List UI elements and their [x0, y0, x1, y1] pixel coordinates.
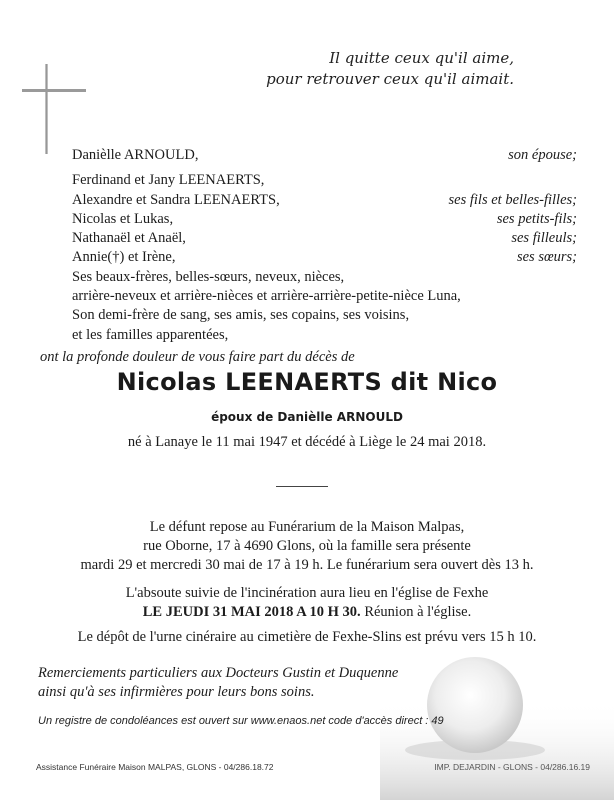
- family-name: Annie(†) et Irène,: [72, 249, 176, 266]
- family-row: [72, 171, 577, 190]
- family-list: [72, 146, 577, 345]
- family-row: [72, 268, 577, 287]
- family-row: [72, 248, 577, 267]
- family-name: Nicolas et Lukas,: [72, 210, 174, 227]
- family-relation: ses petits-fils;: [496, 210, 577, 227]
- family-name: Danièlle ARNOULD,: [72, 147, 199, 163]
- epigraph-line: pour retrouver ceux qu'il aimait.: [266, 70, 514, 88]
- repose-info: [0, 518, 614, 575]
- condolence-registry: Un registre de condoléances est ouvert sur www.enaos.net code d'accès direct : 49: [38, 715, 444, 727]
- family-relation: son épouse;: [508, 147, 577, 163]
- deceased-name: Nicolas LEENAERTS dit Nico: [116, 368, 498, 396]
- epigraph-line: Il quitte ceux qu'il aime,: [329, 49, 514, 67]
- repose-line: rue Oborne, 17 à 4690 Glons, où la famille sera présente: [143, 538, 471, 554]
- thanks: [38, 664, 398, 702]
- family-name: arrière-neveux et arrière-nièces et arrière-arrière-petite-nièce Luna,: [72, 288, 461, 305]
- family-name: Son demi-frère de sang, ses amis, ses copains, ses voisins,: [72, 307, 410, 324]
- family-relation: ses sœurs;: [516, 249, 577, 266]
- family-name: Ferdinand et Jany LEENAERTS,: [72, 172, 265, 189]
- family-row: [72, 287, 577, 306]
- printer-credit: IMP. DEJARDIN - GLONS - 04/286.16.19: [434, 762, 590, 772]
- family-relation: ses filleuls;: [511, 230, 577, 247]
- ceremony-meeting: Réunion à l'église.: [360, 604, 472, 620]
- repose-line: mardi 29 et mercredi 30 mai de 17 à 19 h. Le funérarium sera ouvert dès 13 h.: [80, 557, 534, 573]
- announcement-intro: ont la profonde douleur de vous faire part du décès de: [40, 349, 355, 365]
- funeral-home-credit: Assistance Funéraire Maison MALPAS, GLONS - 04/286.18.72: [36, 762, 274, 772]
- birth-death-dates: né à Lanaye le 11 mai 1947 et décédé à Liège le 24 mai 2018.: [127, 434, 487, 450]
- family-row: [72, 326, 577, 345]
- family-name: Alexandre et Sandra LEENAERTS,: [72, 191, 280, 208]
- ceremony-line: L'absoute suivie de l'incinération aura lieu en l'église de Fexhe: [125, 585, 489, 601]
- urn-info: Le dépôt de l'urne cinéraire au cimetière de Fexhe-Slins est prévu vers 15 h 10.: [77, 629, 537, 645]
- family-row: [72, 191, 577, 210]
- family-name: et les familles apparentées,: [72, 326, 229, 343]
- family-row: [72, 146, 577, 165]
- family-row: [72, 229, 577, 248]
- family-name: Nathanaël et Anaël,: [72, 230, 186, 247]
- epigraph: [266, 48, 514, 90]
- ceremony-date: LE JEUDI 31 MAI 2018 A 10 H 30.: [142, 604, 361, 620]
- family-name: Ses beaux-frères, belles-sœurs, neveux, nièces,: [72, 268, 345, 285]
- family-row: [72, 306, 577, 325]
- repose-line: Le défunt repose au Funérarium de la Maison Malpas,: [149, 519, 465, 535]
- family-relation: ses fils et belles-filles;: [448, 191, 577, 208]
- thanks-line: ainsi qu'à ses infirmières pour leurs bons soins.: [38, 684, 315, 700]
- spouse-line: époux de Danièlle ARNOULD: [211, 410, 403, 424]
- cross-icon: [22, 64, 86, 154]
- divider: [276, 486, 328, 487]
- family-row: [72, 210, 577, 229]
- thanks-line: Remerciements particuliers aux Docteurs Gustin et Duquenne: [38, 665, 399, 681]
